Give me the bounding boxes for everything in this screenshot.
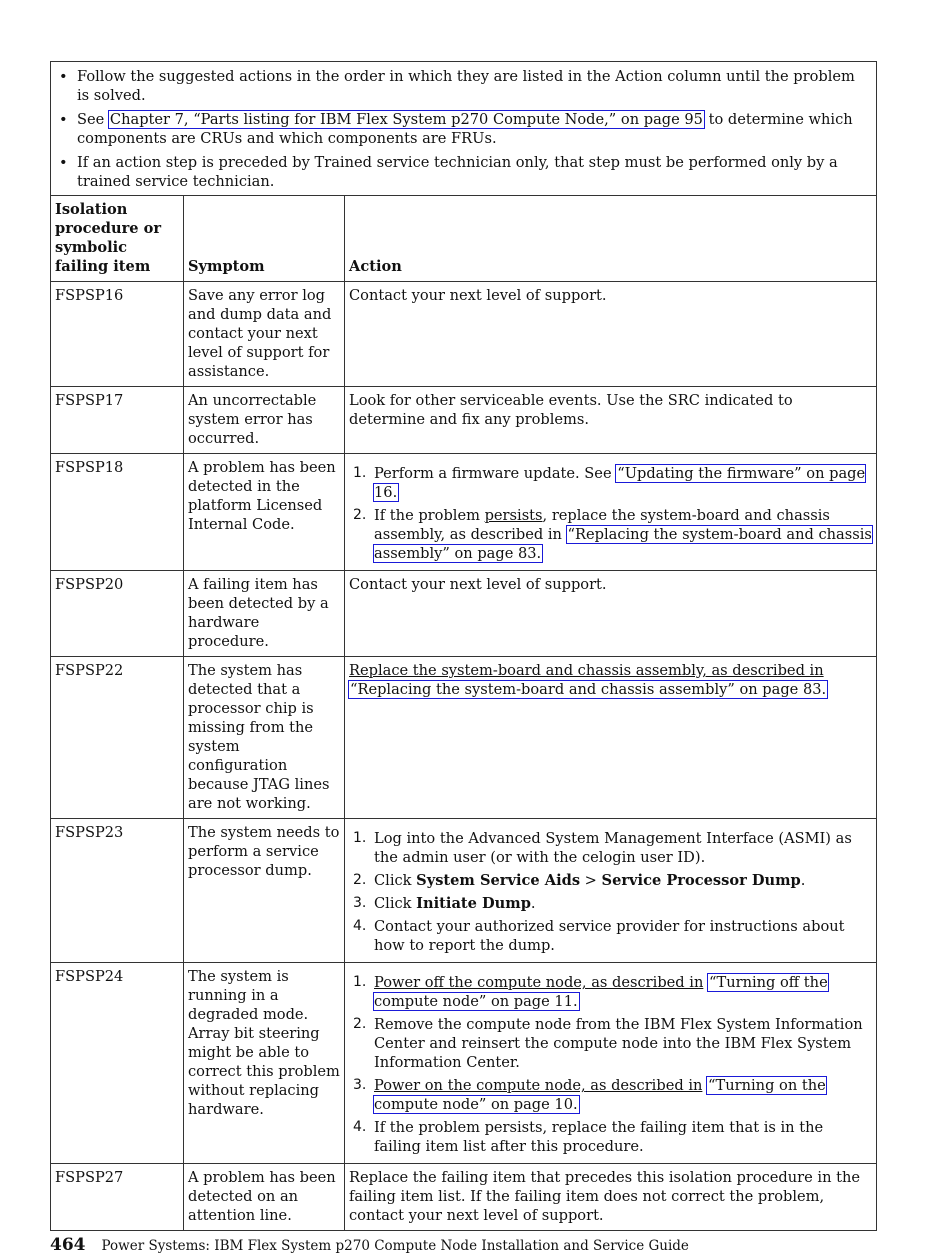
- isolation-procedures-table: [50, 61, 877, 1231]
- action-cell: [345, 1164, 877, 1231]
- text-run: Contact your next level of support.: [349, 287, 607, 304]
- step-number: 2.: [353, 507, 367, 523]
- text-run: >: [580, 872, 602, 889]
- failing-item-code: FSPSP27: [51, 1164, 184, 1231]
- text-run: Power off the compute node, as described in: [374, 974, 704, 991]
- table-row: [51, 282, 877, 387]
- symptom-cell: A problem has been detected in the platform Licensed Internal Code.: [184, 454, 345, 571]
- note-item: [57, 67, 870, 105]
- page-footer: [50, 1235, 689, 1255]
- text-run: Remove the compute node from the IBM Flex System Information Center and reinsert the compute node into the IBM Flex System Information Center.: [374, 1016, 863, 1071]
- step-number: 4.: [353, 1119, 367, 1135]
- text-run: Click: [374, 895, 417, 912]
- action-cell: [345, 387, 877, 454]
- table-row: [51, 571, 877, 657]
- notes-list: [57, 67, 870, 191]
- step-number: 1.: [353, 974, 367, 990]
- notes-row: [51, 62, 877, 196]
- action-step: [349, 894, 872, 913]
- text-run: to determine which components are CRUs and which components are FRUs.: [77, 111, 853, 147]
- failing-item-code: FSPSP18: [51, 454, 184, 571]
- note-item: [57, 153, 870, 191]
- header-symptom: Symptom: [184, 196, 345, 282]
- text-run: Replace the failing item that precedes this isolation procedure in the failing item list. If the failing item does not correct the problem, contact your next level of support.: [349, 1169, 861, 1224]
- step-number: 1.: [353, 465, 367, 481]
- action-steps: [349, 829, 872, 955]
- text-run: Perform a firmware update. See: [374, 465, 617, 482]
- text-run: Click: [374, 872, 417, 889]
- table-row: [51, 657, 877, 819]
- header-row: [51, 196, 877, 282]
- text-run: persists: [484, 507, 543, 524]
- text-run: , replace the system-board and chassis assembly, as described in: [374, 507, 830, 543]
- symptom-cell: A failing item has been detected by a hardware procedure.: [184, 571, 345, 657]
- text-run: Replace the system-board and chassis assembly, as described in: [349, 662, 824, 679]
- action-cell: [345, 819, 877, 963]
- failing-item-code: FSPSP24: [51, 963, 184, 1164]
- text-run: If the problem: [374, 507, 485, 524]
- table-row: [51, 387, 877, 454]
- step-number: 2.: [353, 872, 367, 888]
- symptom-cell: The system has detected that a processor chip is missing from the system configuration because JTAG lines are not working.: [184, 657, 345, 819]
- cross-reference-link[interactable]: “Replacing the system-board and chassis assembly” on page 83.: [374, 526, 872, 562]
- symptom-cell: The system needs to perform a service processor dump.: [184, 819, 345, 963]
- step-number: 3.: [353, 895, 367, 911]
- action-cell: [345, 571, 877, 657]
- text-run: Power on the compute node, as described in: [374, 1077, 703, 1094]
- action-step: [349, 973, 872, 1011]
- text-run: Contact your authorized service provider for instructions about how to report the dump.: [374, 918, 845, 954]
- cross-reference-link[interactable]: “Replacing the system-board and chassis assembly” on page 83.: [350, 681, 827, 698]
- action-cell: [345, 282, 877, 387]
- action-step: [349, 829, 872, 867]
- table-row: [51, 1164, 877, 1231]
- action-step: [349, 1118, 872, 1156]
- symptom-cell: An uncorrectable system error has occurred.: [184, 387, 345, 454]
- action-step: [349, 1076, 872, 1114]
- text-run: Log into the Advanced System Management Interface (ASMI) as the admin user (or with the celogin user ID).: [374, 830, 852, 866]
- cross-reference-link[interactable]: Chapter 7, “Parts listing for IBM Flex System p270 Compute Node,” on page 95: [109, 111, 703, 128]
- footer-title: Power Systems: IBM Flex System p270 Compute Node Installation and Service Guide: [101, 1238, 689, 1254]
- action-step: [349, 464, 872, 502]
- failing-item-code: FSPSP17: [51, 387, 184, 454]
- action-cell: [345, 963, 877, 1164]
- table-row: [51, 819, 877, 963]
- step-number: 2.: [353, 1016, 367, 1032]
- symptom-cell: The system is running in a degraded mode. Array bit steering might be able to correct this problem without replacing hardware.: [184, 963, 345, 1164]
- text-run: .: [800, 872, 806, 889]
- action-cell: [345, 657, 877, 819]
- action-step: [349, 871, 872, 890]
- emphasis-text: System Service Aids: [416, 872, 581, 889]
- text-run: See: [77, 111, 109, 128]
- failing-item-code: FSPSP23: [51, 819, 184, 963]
- action-steps: [349, 464, 872, 563]
- cross-reference-link[interactable]: “Turning off the compute node” on page 11.: [374, 974, 828, 1010]
- action-cell: [345, 454, 877, 571]
- step-number: 3.: [353, 1077, 367, 1093]
- failing-item-code: FSPSP16: [51, 282, 184, 387]
- header-action: Action: [345, 196, 877, 282]
- text-run: If an action step is preceded by Trained service technician only, that step must be performed only by a trained service technician.: [77, 154, 838, 190]
- step-number: 1.: [353, 830, 367, 846]
- emphasis-text: Service Processor Dump: [601, 872, 801, 889]
- cross-reference-link[interactable]: “Turning on the compute node” on page 10.: [374, 1077, 826, 1113]
- action-steps: [349, 973, 872, 1156]
- note-item: [57, 110, 870, 148]
- cross-reference-link[interactable]: “Updating the firmware” on page 16.: [374, 465, 866, 501]
- step-number: 4.: [353, 918, 367, 934]
- symptom-cell: Save any error log and dump data and contact your next level of support for assistance.: [184, 282, 345, 387]
- emphasis-text: Initiate Dump: [416, 895, 531, 912]
- text-run: If the problem persists, replace the failing item that is in the failing item list after this procedure.: [374, 1119, 824, 1155]
- failing-item-code: FSPSP22: [51, 657, 184, 819]
- text-run: Look for other serviceable events. Use the SRC indicated to determine and fix any problems.: [349, 392, 793, 428]
- action-step: [349, 1015, 872, 1072]
- table-row: [51, 454, 877, 571]
- header-item: Isolation procedure or symbolic failing item: [51, 196, 184, 282]
- text-run: Contact your next level of support.: [349, 576, 607, 593]
- failing-item-code: FSPSP20: [51, 571, 184, 657]
- page-number: 464: [50, 1235, 86, 1255]
- notes-cell: [51, 62, 877, 196]
- text-run: .: [530, 895, 536, 912]
- table-row: [51, 963, 877, 1164]
- symptom-cell: A problem has been detected on an attention line.: [184, 1164, 345, 1231]
- action-step: [349, 506, 872, 563]
- text-run: Follow the suggested actions in the order in which they are listed in the Action column until the problem is solved.: [77, 68, 855, 104]
- action-step: [349, 917, 872, 955]
